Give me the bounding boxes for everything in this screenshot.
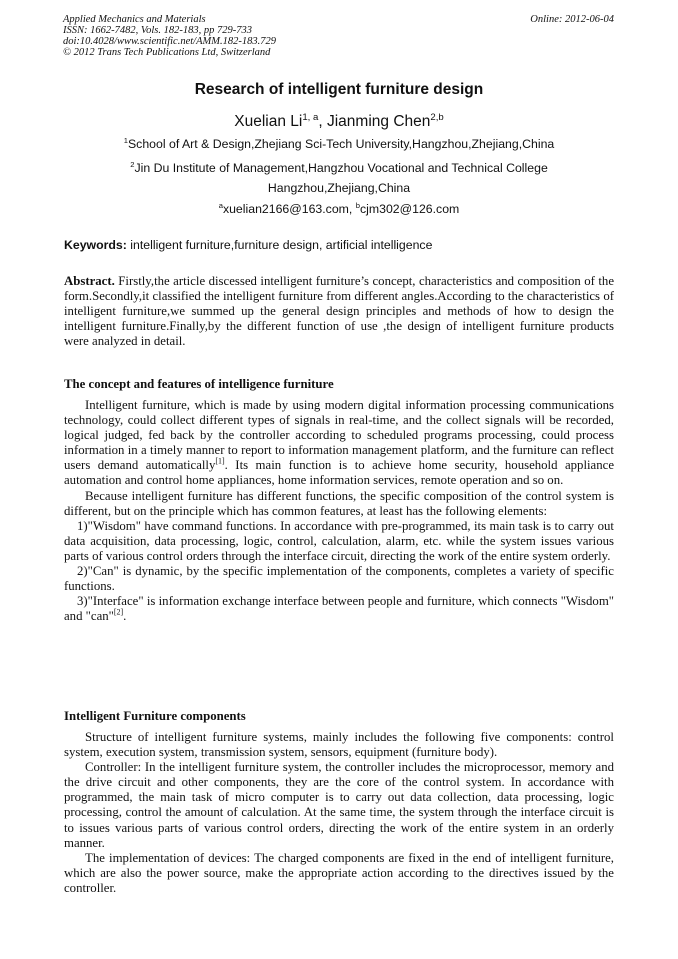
paragraph: Controller: In the intelligent furniture system, the controller includes the microprocessor, memory and the drive circuit and other components, they are the core of the control system. In accordance with programmed, the main task of micro computer is to carry out data collection, data processing, logic processing, control the amount of calculation. At the same time, the system through the interface circuit is to issues various parts of various control orders, directing the work of the entire system in an orderly manner. bbox=[64, 760, 614, 850]
keywords bbox=[64, 238, 432, 252]
section-heading-concept: The concept and features of intelligence furniture bbox=[64, 377, 334, 391]
citation-ref[interactable]: [1] bbox=[215, 457, 225, 467]
paper-title: Research of intelligent furniture design bbox=[194, 81, 484, 98]
author-affiliation-mark: 1, a bbox=[302, 111, 319, 123]
affiliation-text: School of Art & Design,Zhejiang Sci-Tech University,Hangzhou,Zhejiang,China bbox=[127, 137, 555, 151]
author-separator: , bbox=[318, 113, 327, 130]
affiliation-2-location: Hangzhou,Zhejiang,China bbox=[267, 181, 411, 195]
author-emails bbox=[0, 202, 678, 216]
section-body-concept bbox=[64, 398, 614, 624]
online-date: Online: 2012-06-04 bbox=[530, 14, 614, 25]
paragraph: The implementation of devices: The charged components are fixed in the end of intelligent furniture, which are also the power source, make the appropriate action according to the directives issued by the controller. bbox=[64, 850, 614, 895]
keywords-text: intelligent furniture,furniture design, artificial intelligence bbox=[126, 238, 433, 252]
paragraph: Structure of intelligent furniture systems, mainly includes the following five components: control system, execution system, transmission system, sensors, equipment (furniture body). bbox=[64, 730, 614, 760]
journal-name: Applied Mechanics and Materials bbox=[63, 14, 206, 25]
email-mark: a bbox=[218, 200, 223, 210]
section-heading-components: Intelligent Furniture components bbox=[64, 709, 246, 723]
list-item: 3)"Interface" is information exchange interface between people and furniture, which connects "Wisdom" and "can"[2]. bbox=[64, 594, 614, 624]
email-link[interactable]: cjm302@126.com bbox=[359, 202, 460, 216]
abstract-label: Abstract. bbox=[64, 274, 115, 288]
affiliation-1 bbox=[0, 137, 678, 151]
abstract bbox=[64, 274, 614, 349]
author-affiliation-mark: 2,b bbox=[430, 111, 444, 123]
section-body-components bbox=[64, 730, 614, 896]
affiliation-mark: 2 bbox=[130, 159, 135, 169]
email-link[interactable]: xuelian2166@163.com, bbox=[222, 202, 356, 216]
list-item: 2)"Can" is dynamic, by the specific implementation of the components, completes a variety of specific functions. bbox=[64, 564, 614, 594]
keywords-label: Keywords: bbox=[64, 238, 127, 252]
paragraph: Intelligent furniture, which is made by using modern digital information processing communications technology, could collect different types of signals in real-time, and the collect signals will be recorded, logical judged, fed back by the controller according to scheduled programs processing, could process information in a timely manner to report to information management platform, and the furniture can reflect users demand automatically[1]. Its main function is to achieve home security, household appliance automation and control home appliances, home information services, remote operation and so on. bbox=[64, 398, 614, 488]
affiliation-2 bbox=[0, 161, 678, 175]
journal-header bbox=[63, 14, 276, 58]
author-name: Jianming Chen bbox=[326, 113, 431, 130]
author-name: Xuelian Li bbox=[234, 113, 303, 130]
author-line bbox=[0, 113, 678, 131]
list-item: 1)"Wisdom" have command functions. In accordance with pre-programmed, its main task is to carry out data acquisition, data processing, logic, control, calculation, alarm, etc. while the system issues various parts of various control orders through the interface circuit, directing the work of the entire system orderly. bbox=[64, 518, 614, 563]
citation-ref[interactable]: [2] bbox=[113, 608, 124, 618]
affiliation-mark: 1 bbox=[123, 135, 128, 145]
paragraph: Because intelligent furniture has different functions, the specific composition of the control system is different, but on the principle which has common features, at least has the following elements: bbox=[64, 488, 614, 518]
affiliation-text: Jin Du Institute of Management,Hangzhou Vocational and Technical College bbox=[134, 161, 548, 175]
email-mark: b bbox=[355, 200, 360, 210]
doi-line: doi:10.4028/www.scientific.net/AMM.182-183.729 bbox=[63, 36, 276, 47]
copyright-line: © 2012 Trans Tech Publications Ltd, Switzerland bbox=[63, 47, 271, 58]
issn-line: ISSN: 1662-7482, Vols. 182-183, pp 729-733 bbox=[63, 25, 252, 36]
abstract-text: Firstly,the article discessed intelligent furniture’s concept, characteristics and composition of the form.Secondly,it classified the intelligent furniture from different angles.According to the characteristics of intelligent furniture,we summed up the general design principles and methods of how to design the intelligent furniture.Finally,by the different function of use ,the design of intelligent furniture products were analyzed in detail. bbox=[64, 274, 614, 349]
